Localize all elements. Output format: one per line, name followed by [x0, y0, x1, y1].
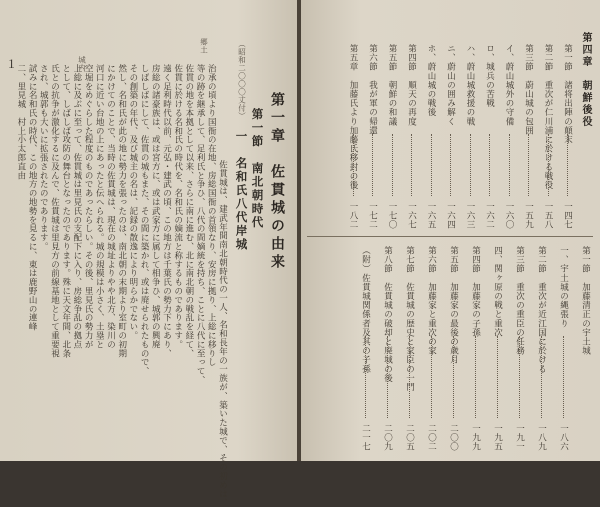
body-column: 等の跡を継承して、足利氏と争ひ、八代の間嫡統を持ち、ことに八代に至って、: [195, 64, 206, 385]
body-column: 治承の頃より国衙の在地、房総国衙の首領なり、安房に拠り、上総に移りし: [206, 64, 217, 367]
body-column: 上総に及ぶに至って、佐貫城は里見氏の支配下に入り、房総争乱の拠点: [71, 64, 82, 349]
body-column: 試みに名和氏の時代、この地方の地勢を見るに、東は鹿野山の連峰: [27, 64, 38, 331]
body-column: 空堀をめぐらした程度のものであったらしい。その後、里見氏の勢力が: [83, 64, 94, 349]
toc-entry-label[interactable]: イ、蔚山城外の守備: [504, 44, 514, 126]
toc-entry-label[interactable]: 第二節 重次が近江国に於ける: [536, 246, 547, 374]
toc-leader: [489, 134, 490, 196]
toc-entry-page: 二一七: [360, 424, 371, 452]
sub-title: 一 名和氏八代岸城: [234, 130, 249, 252]
body-column: 佐貫に於ける名和氏の時代を、名和氏の嫡流と称するものであります。: [172, 64, 183, 349]
toc-entry-label[interactable]: 第二節 重次が仁川浦に於ける戦役: [543, 44, 553, 190]
toc-entry-label[interactable]: （附）佐貫城関係者及其の子孫: [360, 246, 371, 374]
toc-leader: [450, 134, 451, 196]
toc-leader: [387, 336, 388, 418]
toc-entry-label[interactable]: ハ、蔚山城救援の戦: [465, 44, 475, 126]
body-column: 佐貫の地を本拠として以来、さらに南に進む、北に南北朝の戦乱を経て、: [183, 64, 194, 358]
toc-entry-page: 一九九: [470, 424, 481, 452]
toc-leader: [509, 134, 510, 196]
toc-entry-page: 一八九: [536, 424, 547, 452]
toc-leader: [431, 336, 432, 418]
toc-leader: [372, 134, 373, 196]
toc-leader: [548, 134, 549, 196]
page-number: １: [6, 58, 17, 71]
toc-entry-page: 二〇〇: [448, 424, 459, 452]
toc-leader: [409, 336, 410, 418]
body-column: 河口に近い台地の上にあったと伝へられる。城の規模は小さく、土塁と: [94, 64, 105, 349]
toc-leader: [411, 134, 412, 196]
toc-leader: [365, 336, 366, 418]
toc-entry-label[interactable]: 一、宇土城の縄張り: [558, 246, 569, 328]
toc-entry-label[interactable]: 第一節 諸将出陣の顛末: [562, 44, 573, 145]
toc-entry-label[interactable]: 第三節 蔚山城の包囲: [523, 44, 534, 135]
toc-divider: [307, 236, 593, 237]
toc-entry-page: 一六七: [406, 202, 417, 230]
section-title: 第一節 南北朝時代: [250, 108, 265, 230]
body-column: 二、里見城 村上小太郎直由: [15, 64, 26, 180]
toc-entry-page: 二〇五: [404, 424, 415, 452]
toc-heading: 第四章 朝鮮後役: [580, 32, 591, 128]
toc-entry-page: 一九五: [492, 424, 503, 452]
toc-entry-label[interactable]: 第一節 加藤清正の宇土城: [580, 246, 591, 356]
body-column: しばしばにして、佐貫の城もまた、その間に築かれ、或は廃せられたもので、: [139, 64, 150, 376]
toc-entry-label[interactable]: 第四節 順天の再度: [406, 44, 417, 126]
body-column: にかけてのことで、当時の佐貫城は、現在の城址よりやや北方、染川の: [105, 64, 116, 349]
toc-leader: [519, 336, 520, 418]
toc-leader: [431, 134, 432, 196]
toc-leader: [563, 336, 564, 418]
toc-entry-page: 一九一: [514, 424, 525, 452]
toc-leader: [470, 134, 471, 196]
map-label-right: 郷土: [199, 38, 209, 54]
body-column: 房総の諸豪族は、或は宮方に、或は武家方に属して相争ひ、城郭の興廃: [150, 64, 161, 349]
toc-entry-label[interactable]: 第六節 加藤家と重次の家: [426, 246, 437, 356]
chapter-title: 第一章 佐貫城の由来: [269, 92, 285, 272]
body-column: 然し、名和氏が此の地に勢力を張ったのは、南北朝の末期より室町の初期: [116, 64, 127, 358]
left-page: [0, 0, 297, 507]
toc-entry-page: 一八二: [348, 202, 358, 230]
toc-entry-page: 一五九: [523, 202, 534, 230]
toc-entry-label[interactable]: 第三節 重次の重臣の任務: [514, 246, 525, 356]
map-label-left: 城内: [77, 56, 87, 72]
toc-leader: [392, 134, 393, 196]
toc-entry-label[interactable]: ニ、蔚山の囲み解く: [445, 44, 456, 126]
toc-entry-label[interactable]: ホ、蔚山城の戦後: [426, 44, 436, 117]
toc-entry-page: 一四七: [562, 202, 573, 230]
top-note: （昭和二〇〇〇丈付）: [237, 40, 247, 120]
toc-leader: [353, 134, 354, 196]
toc-leader: [567, 134, 568, 196]
toc-entry-page: 一六四: [445, 202, 456, 230]
body-column: 氏との抗争が激化するに及んで、佐貫城は里見方の前線基地として重要視: [49, 64, 60, 358]
right-page: [301, 0, 600, 461]
body-column: され、城郭も大いに拡張されたのであります。: [38, 64, 49, 251]
toc-leader: [528, 134, 529, 196]
toc-entry-label[interactable]: ロ、城兵の苦戦: [484, 44, 495, 108]
toc-leader: [453, 336, 454, 418]
toc-entry-page: 一七二: [367, 202, 378, 230]
toc-entry-label[interactable]: 第六節 我が軍の帰還: [367, 44, 378, 135]
toc-entry-page: 二〇二: [426, 424, 437, 452]
toc-entry-page: 一六三: [465, 202, 475, 230]
toc-entry-label[interactable]: 第五節 朝鮮の和議: [387, 44, 397, 126]
toc-entry-label[interactable]: 第四節 加藤家の子孫: [470, 246, 481, 337]
toc-entry-label[interactable]: 第八節 佐貫城の破却と廃城の後: [382, 246, 393, 383]
toc-entry-page: 一八六: [558, 424, 569, 452]
toc-leader: [541, 336, 542, 418]
toc-entry-page: 一五八: [543, 202, 553, 230]
toc-entry-page: 一六五: [426, 202, 436, 230]
toc-entry-label[interactable]: 四、関ヶ原の戦と重次: [492, 246, 503, 337]
toc-entry-page: 一六二: [484, 202, 495, 230]
toc-entry-label[interactable]: 第五節 加藤家の最後の歳月: [448, 246, 459, 365]
toc-entry-label[interactable]: 第七節 佐貫城の歴史と家臣の一門: [404, 246, 415, 392]
toc-entry-page: 二〇九: [382, 424, 393, 452]
toc-leader: [475, 336, 476, 418]
toc-entry-page: 一六〇: [504, 202, 514, 230]
toc-entry-label[interactable]: 第五章 加藤氏より加藤氏移封の後: [348, 44, 358, 190]
toc-entry-page: 一七〇: [387, 202, 397, 230]
body-column: 遠く足利時代以前、元弘・建武の頃、この地方は千葉氏の勢力下にあり、: [161, 64, 172, 358]
toc-leader: [497, 336, 498, 418]
body-column: その創築の年代、及び城主の名は、記録の散逸により明らかでない。: [127, 64, 138, 340]
body-column: として、しばしば攻防の舞台となったのであります。殊に天文年間、北条: [60, 64, 71, 358]
body-column: 佐貫城は、建武年間南北朝時代の一人、名和長年の一族が、築いた城で、その初めは、: [217, 160, 228, 507]
